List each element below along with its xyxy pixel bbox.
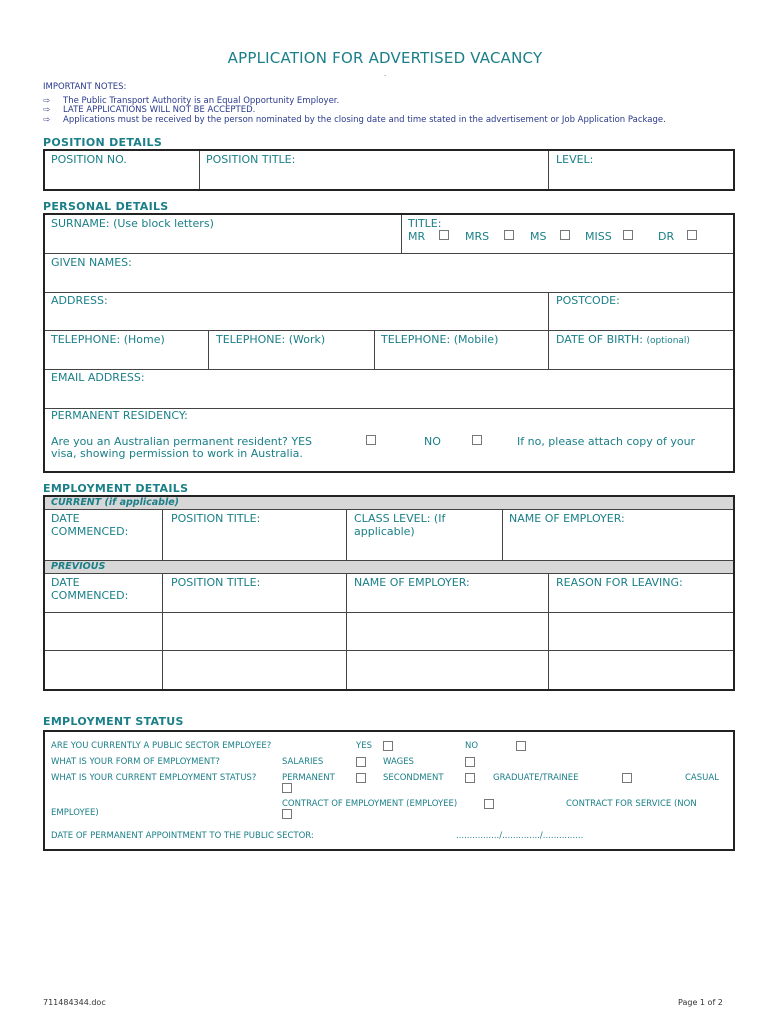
permanent-checkbox[interactable]	[356, 773, 366, 783]
surname-field[interactable]: SURNAME: (Use block letters)	[51, 217, 214, 230]
document-id: 711484344.doc	[43, 998, 106, 1007]
previous-label: PREVIOUS	[51, 561, 106, 572]
divider	[45, 573, 733, 574]
telephone-mobile-field[interactable]: TELEPHONE: (Mobile)	[381, 333, 499, 346]
postcode-field[interactable]: POSTCODE:	[556, 294, 620, 307]
personal-details-heading: PERSONAL DETAILS	[43, 200, 169, 213]
reason-for-leaving-field[interactable]: REASON FOR LEAVING:	[556, 576, 683, 589]
wages-checkbox[interactable]	[465, 757, 475, 767]
public-sector-no-checkbox[interactable]	[516, 741, 526, 751]
previous-band	[45, 561, 733, 573]
divider	[548, 573, 549, 689]
divider	[401, 215, 402, 253]
divider	[45, 650, 733, 651]
mr-checkbox[interactable]	[439, 230, 449, 240]
date-permanent-appointment-field[interactable]: ................/............../...............	[456, 831, 584, 841]
employment-status-heading: EMPLOYMENT STATUS	[43, 715, 184, 728]
note-text: Applications must be received by the person nominated by the closing date and time stated in the advertisement or Job Application Package.	[63, 115, 666, 125]
divider	[45, 509, 733, 510]
dr-checkbox[interactable]	[687, 230, 697, 240]
class-level-label: CLASS LEVEL: (If	[354, 512, 446, 525]
contract-service-checkbox[interactable]	[282, 809, 292, 819]
divider	[45, 330, 733, 331]
title-option-ms: MS	[530, 230, 547, 243]
address-field[interactable]: ADDRESS:	[51, 294, 108, 307]
divider	[162, 573, 163, 689]
contract-employee-label: CONTRACT OF EMPLOYMENT (EMPLOYEE)	[282, 799, 458, 809]
current-label: CURRENT (if applicable)	[51, 497, 179, 508]
title-label: TITLE:	[408, 217, 442, 230]
divider	[346, 573, 347, 689]
public-sector-yes-checkbox[interactable]	[383, 741, 393, 751]
title-option-miss: MISS	[585, 230, 612, 243]
email-field[interactable]: EMAIL ADDRESS:	[51, 371, 145, 384]
position-details-box	[43, 149, 735, 191]
note-item	[43, 105, 255, 115]
resident-yes-checkbox[interactable]	[366, 435, 376, 445]
wages-label: WAGES	[383, 757, 414, 767]
telephone-home-field[interactable]: TELEPHONE: (Home)	[51, 333, 165, 346]
dob-optional: (optional)	[646, 336, 690, 346]
no-label: NO	[465, 741, 479, 751]
title-option-dr: DR	[658, 230, 675, 243]
salaries-label: SALARIES	[282, 757, 324, 767]
title-option-mrs: MRS	[465, 230, 490, 243]
position-no-field[interactable]: POSITION NO.	[51, 153, 127, 166]
title-dot: .	[384, 70, 387, 78]
page-number: Page 1 of 2	[678, 998, 723, 1007]
employee-label: EMPLOYEE)	[51, 808, 99, 818]
date-label: DATE	[51, 576, 80, 589]
residency-label: PERMANENT RESIDENCY:	[51, 409, 188, 422]
divider	[208, 330, 209, 369]
divider	[374, 330, 375, 369]
commenced-label: COMMENCED:	[51, 525, 129, 538]
divider	[548, 151, 549, 189]
contract-employee-checkbox[interactable]	[484, 799, 494, 809]
arrow-icon: ⇨	[43, 115, 51, 125]
graduate-label: GRADUATE/TRAINEE	[493, 773, 579, 783]
date-label: DATE	[51, 512, 80, 525]
form-title: APPLICATION FOR ADVERTISED VACANCY	[227, 49, 543, 67]
permanent-label: PERMANENT	[282, 773, 335, 783]
divider	[199, 151, 200, 189]
position-title-field[interactable]: POSITION TITLE:	[206, 153, 296, 166]
resident-question: Are you an Australian permanent resident? YES	[51, 435, 313, 448]
title-option-mr: MR	[408, 230, 426, 243]
note-text: LATE APPLICATIONS WILL NOT BE ACCEPTED.	[63, 105, 256, 115]
divider	[45, 253, 733, 254]
telephone-work-field[interactable]: TELEPHONE: (Work)	[216, 333, 326, 346]
casual-label: CASUAL	[685, 773, 719, 783]
current-employer-field[interactable]: NAME OF EMPLOYER:	[509, 512, 625, 525]
arrow-icon: ⇨	[43, 96, 51, 106]
date-of-birth-field[interactable]	[556, 333, 690, 348]
divider	[346, 509, 347, 560]
contract-service-label: CONTRACT FOR SERVICE (NON	[566, 799, 697, 809]
date-permanent-appointment-label: DATE OF PERMANENT APPOINTMENT TO THE PUBLIC SECTOR:	[51, 831, 314, 841]
divider	[45, 369, 733, 370]
current-date-commenced-field[interactable]	[51, 512, 128, 538]
public-sector-question: ARE YOU CURRENTLY A PUBLIC SECTOR EMPLOYEE?	[51, 741, 272, 751]
if-no-note: If no, please attach copy of your	[517, 435, 696, 448]
mrs-checkbox[interactable]	[504, 230, 514, 240]
previous-position-title-field[interactable]: POSITION TITLE:	[171, 576, 261, 589]
divider	[45, 612, 733, 613]
graduate-checkbox[interactable]	[622, 773, 632, 783]
resident-question-cont: visa, showing permission to work in Australia.	[51, 447, 303, 460]
divider	[502, 509, 503, 560]
commenced-label: COMMENCED:	[51, 589, 129, 602]
divider	[45, 292, 733, 293]
resident-no-label: NO	[424, 435, 441, 448]
important-notes-heading: IMPORTANT NOTES:	[43, 82, 127, 92]
secondment-checkbox[interactable]	[465, 773, 475, 783]
ms-checkbox[interactable]	[560, 230, 570, 240]
level-field[interactable]: LEVEL:	[556, 153, 594, 166]
miss-checkbox[interactable]	[623, 230, 633, 240]
note-text: The Public Transport Authority is an Equal Opportunity Employer.	[63, 96, 340, 106]
form-of-employment-question: WHAT IS YOUR FORM OF EMPLOYMENT?	[51, 757, 220, 767]
previous-employer-field[interactable]: NAME OF EMPLOYER:	[354, 576, 470, 589]
dob-label: DATE OF BIRTH:	[556, 333, 643, 346]
position-details-heading: POSITION DETAILS	[43, 136, 163, 149]
note-item	[43, 115, 666, 125]
employment-status-question: WHAT IS YOUR CURRENT EMPLOYMENT STATUS?	[51, 773, 257, 783]
casual-checkbox[interactable]	[282, 783, 292, 793]
previous-date-commenced-field[interactable]	[51, 576, 128, 602]
divider	[162, 509, 163, 560]
secondment-label: SECONDMENT	[383, 773, 444, 783]
given-names-field[interactable]: GIVEN NAMES:	[51, 256, 132, 269]
divider	[548, 292, 549, 369]
salaries-checkbox[interactable]	[356, 757, 366, 767]
current-class-level-field[interactable]	[354, 512, 445, 538]
resident-no-checkbox[interactable]	[472, 435, 482, 445]
employment-details-heading: EMPLOYMENT DETAILS	[43, 482, 189, 495]
current-position-title-field[interactable]: POSITION TITLE:	[171, 512, 261, 525]
arrow-icon: ⇨	[43, 105, 51, 115]
yes-label: YES	[356, 741, 372, 751]
class-level-note: applicable)	[354, 525, 415, 538]
